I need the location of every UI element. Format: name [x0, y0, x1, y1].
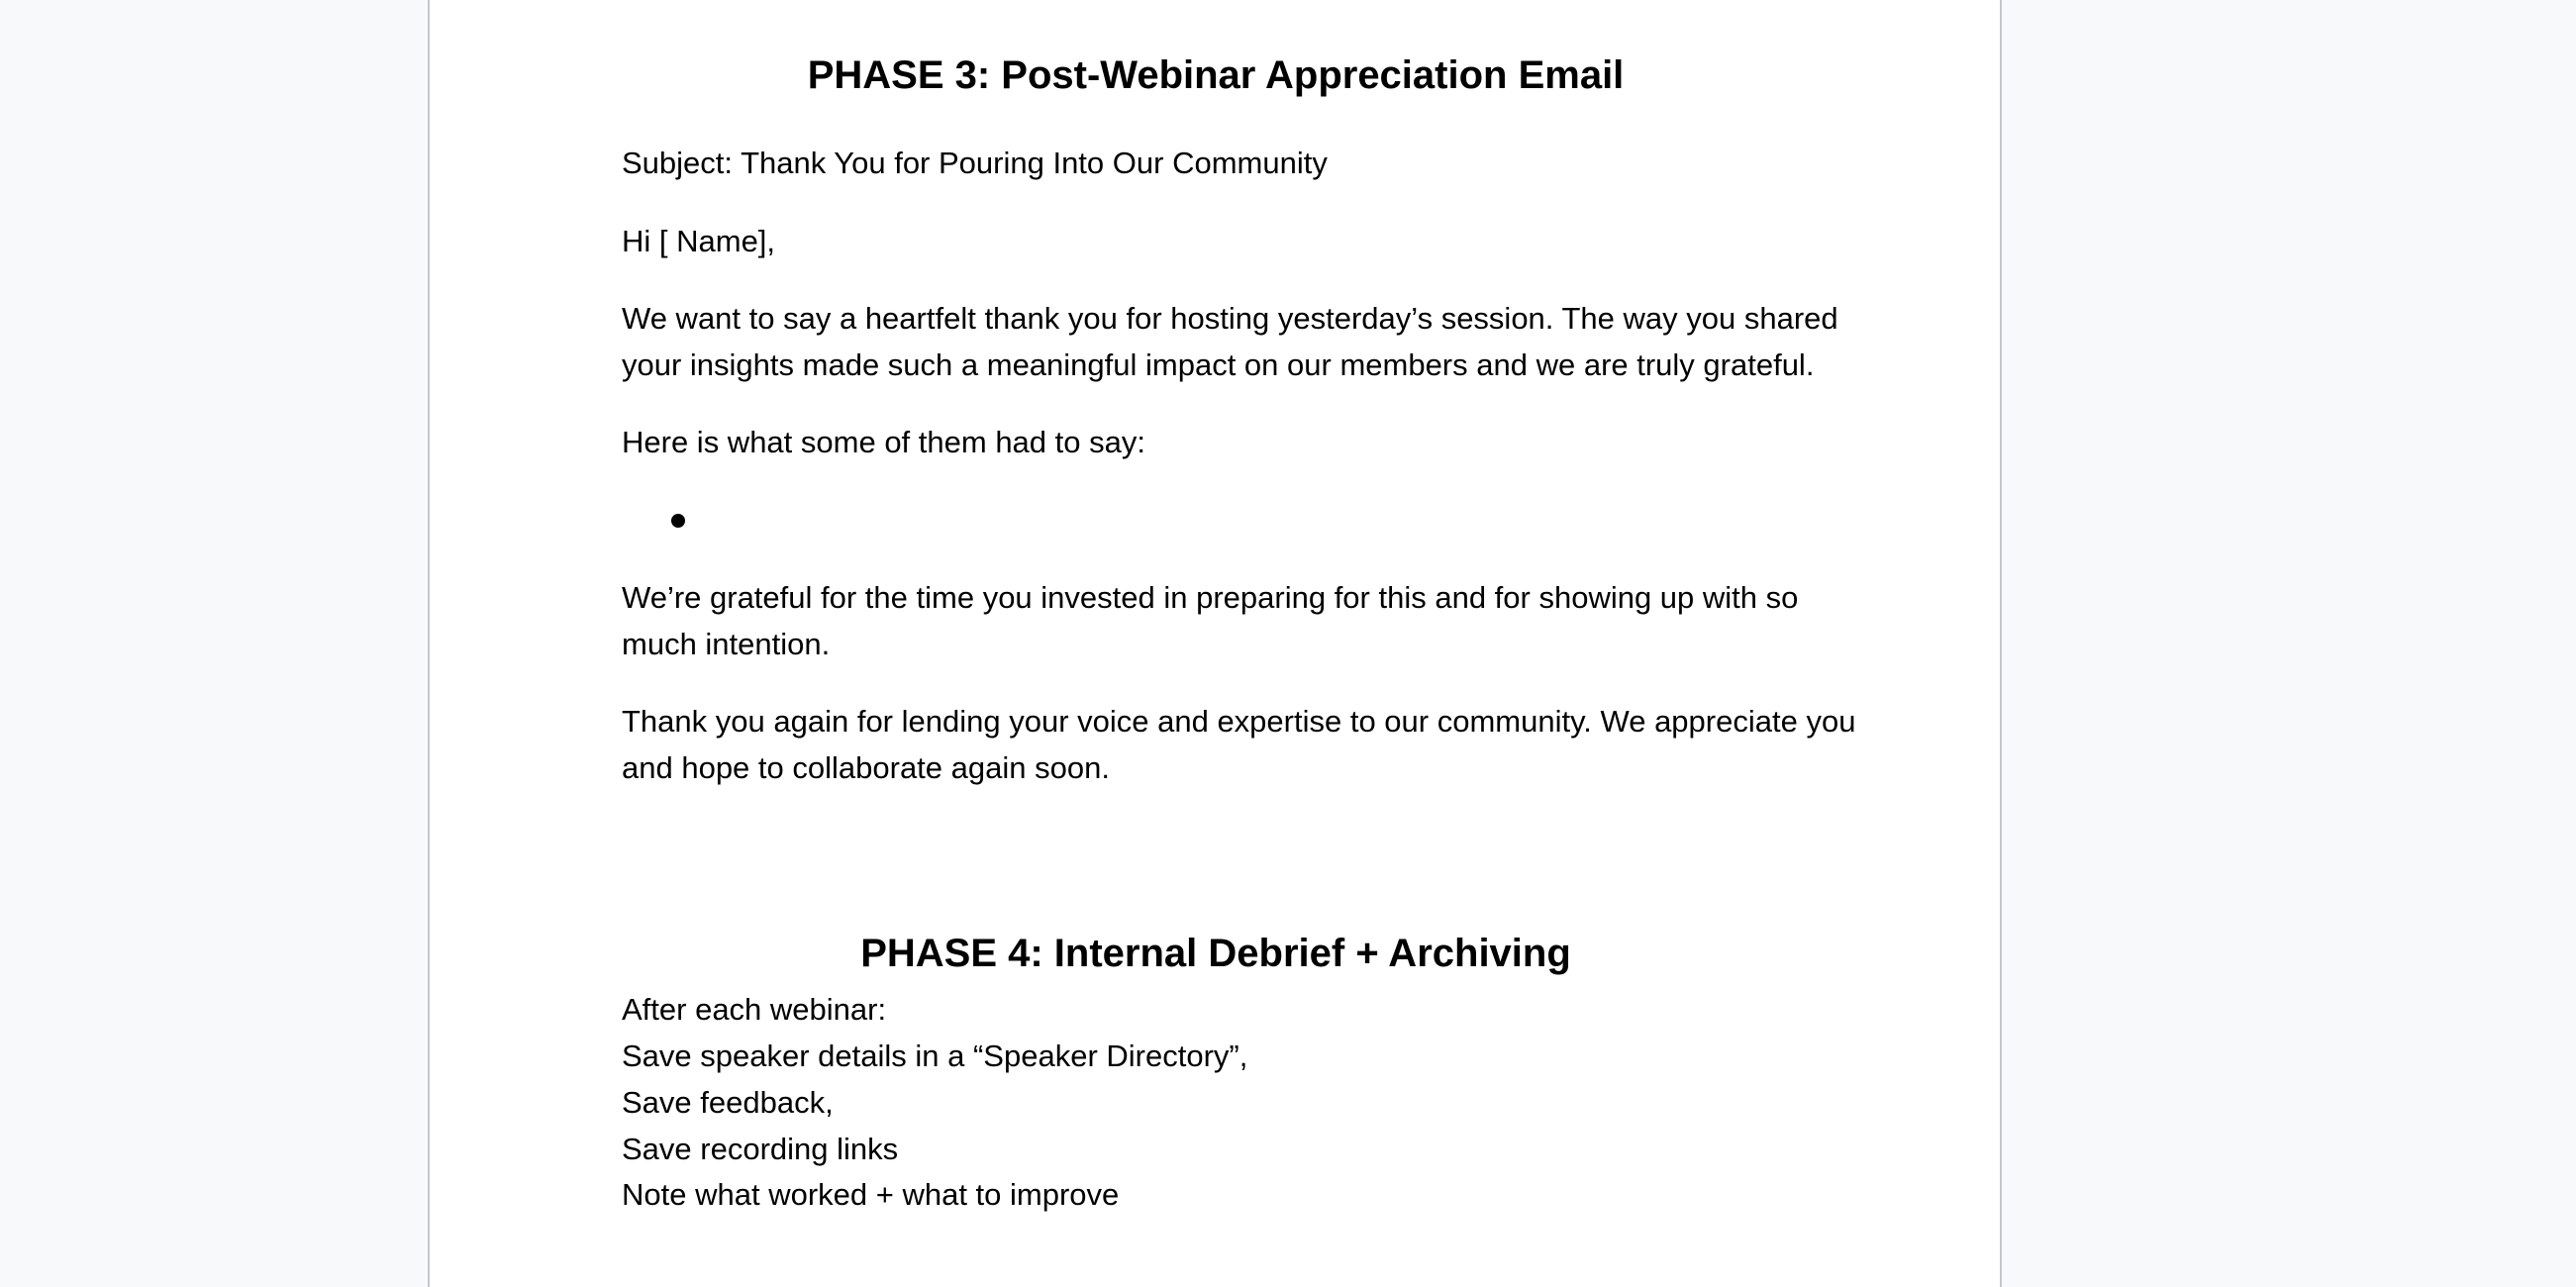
email-paragraph-4-line-1: Thank you again for lending your voice and expertise to our community. We appreciate you	[622, 704, 1856, 739]
bullet-icon	[671, 514, 685, 528]
email-paragraph-1-line-2: your insights made such a meaningful impact on our members and we are truly grateful.	[622, 347, 1815, 382]
phase4-line: After each webinar:	[622, 992, 887, 1027]
email-paragraph-4-line-2: and hope to collaborate again soon.	[622, 750, 1110, 785]
email-paragraph-1-line-1: We want to say a heartfelt thank you for hosting yesterday’s session. The way you shared	[622, 301, 1838, 336]
document-page	[428, 0, 2002, 1287]
email-paragraph-3-line-2: much intention.	[622, 627, 831, 661]
email-paragraph-2: Here is what some of them had to say:	[622, 425, 1145, 459]
phase4-line: Save feedback,	[622, 1085, 834, 1120]
email-greeting: Hi [ Name],	[622, 224, 776, 258]
phase4-heading: PHASE 4: Internal Debrief + Archiving	[860, 932, 1571, 975]
phase4-line: Note what worked + what to improve	[622, 1177, 1120, 1212]
email-paragraph-3-line-1: We’re grateful for the time you invested in preparing for this and for showing up with so	[622, 580, 1799, 615]
phase4-line: Save recording links	[622, 1132, 899, 1166]
phase4-line: Save speaker details in a “Speaker Directory”,	[622, 1039, 1248, 1073]
phase3-heading: PHASE 3: Post-Webinar Appreciation Email	[807, 53, 1625, 97]
email-subject: Subject: Thank You for Pouring Into Our Community	[622, 146, 1328, 180]
